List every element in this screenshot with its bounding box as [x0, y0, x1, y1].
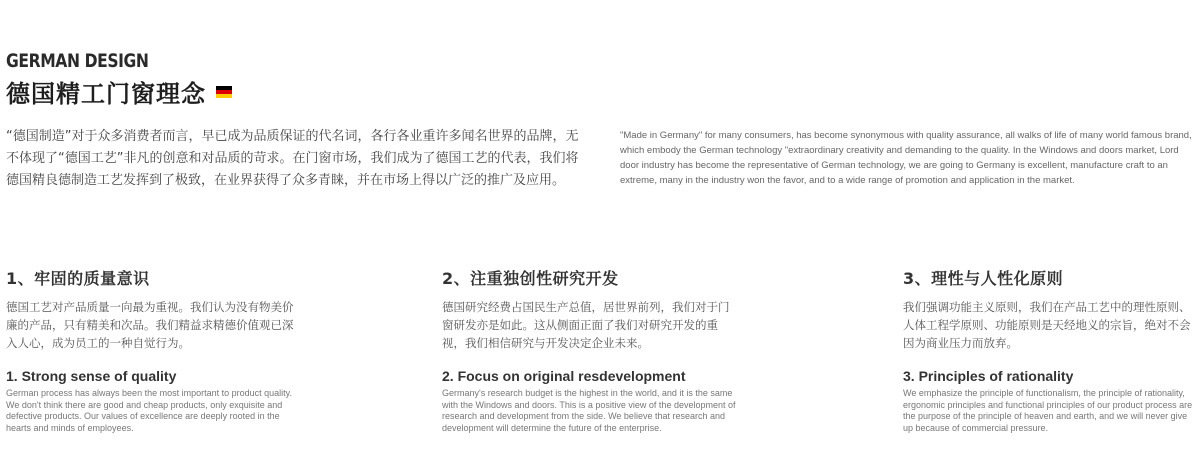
principle-title-cn: 2、注重独创性研究开发 — [442, 269, 619, 288]
section-eyebrow: GERMAN DESIGN — [6, 50, 149, 72]
german-flag-icon — [216, 86, 232, 98]
principle-text-en: German process has always been the most important to product quality. We don't think there are good and cheap products, only exquisite and defective products. Our values of excellence are deeply rooted in the hearts and minds of employees. — [6, 388, 292, 433]
principle-text-cn: 我们强调功能主义原则，我们在产品工艺中的理性原则、人体工程学原则、功能原则是天经地义的宗旨，绝对不会因为商业压力而放弃。 — [903, 300, 1191, 350]
principle-research — [442, 266, 740, 434]
principle-rationality — [903, 266, 1195, 434]
principle-title-en: 1. Strong sense of quality — [6, 368, 177, 384]
title-row — [6, 74, 232, 109]
principle-text-en: We emphasize the principle of functionalism, the principle of rationality, ergonomic principles and functional principles of our product process are the purpose of the principle of heaven and earth, and we will never give up because of commercial pressure. — [903, 388, 1193, 433]
principle-title-cn: 3、理性与人性化原则 — [903, 269, 1064, 288]
intro-text-english: "Made in Germany" for many consumers, has become synonymous with quality assurance, all walks of life of many world famous brand, which embody the German technology "extraordinary creativity and demanding to the quality. In the Windows and doors market, Lord door industry has become the representative of German technology, we are going to Germany is excellent, manufacture craft to an extreme, many in the industry won the favor, and to a wide range of promotion and application in the market. — [620, 130, 1192, 186]
intro-text-chinese: “德国制造”对于众多消费者而言，早已成为品质保证的代名词，各行各业重许多闻名世界的品牌，无不体现了“德国工艺”非凡的创意和对品质的苛求。在门窗市场，我们成为了德国工艺的代表，我们将德国精良德制造工艺发挥到了极致，在业界获得了众多青睐，并在市场上得以广泛的推广及应用。 — [6, 129, 579, 188]
principle-text-cn: 德国工艺对产品质量一向最为重视。我们认为没有物美价廉的产品，只有精美和次品。我们精益求精德价值观已深入人心，成为员工的一种自觉行为。 — [6, 300, 294, 350]
principle-text-en: Germany's research budget is the highest in the world, and it is the same with the Windows and doors. This is a positive view of the development of research and development from the side. We believe that research and development will determine the future of the enterprise. — [442, 388, 736, 433]
principle-text-cn: 德国研究经费占国民生产总值，居世界前列，我们对于门窗研发亦是如此。这从侧面正面了我们对研究开发的重视，我们相信研究与开发决定企业未来。 — [442, 300, 730, 350]
principle-quality — [6, 266, 302, 434]
principle-title-cn: 1、牢固的质量意识 — [6, 269, 150, 288]
principle-title-en: 3. Principles of rationality — [903, 368, 1074, 384]
principle-title-en: 2. Focus on original resdevelopment — [442, 368, 686, 384]
page-title: 德国精工门窗理念 — [6, 80, 206, 108]
